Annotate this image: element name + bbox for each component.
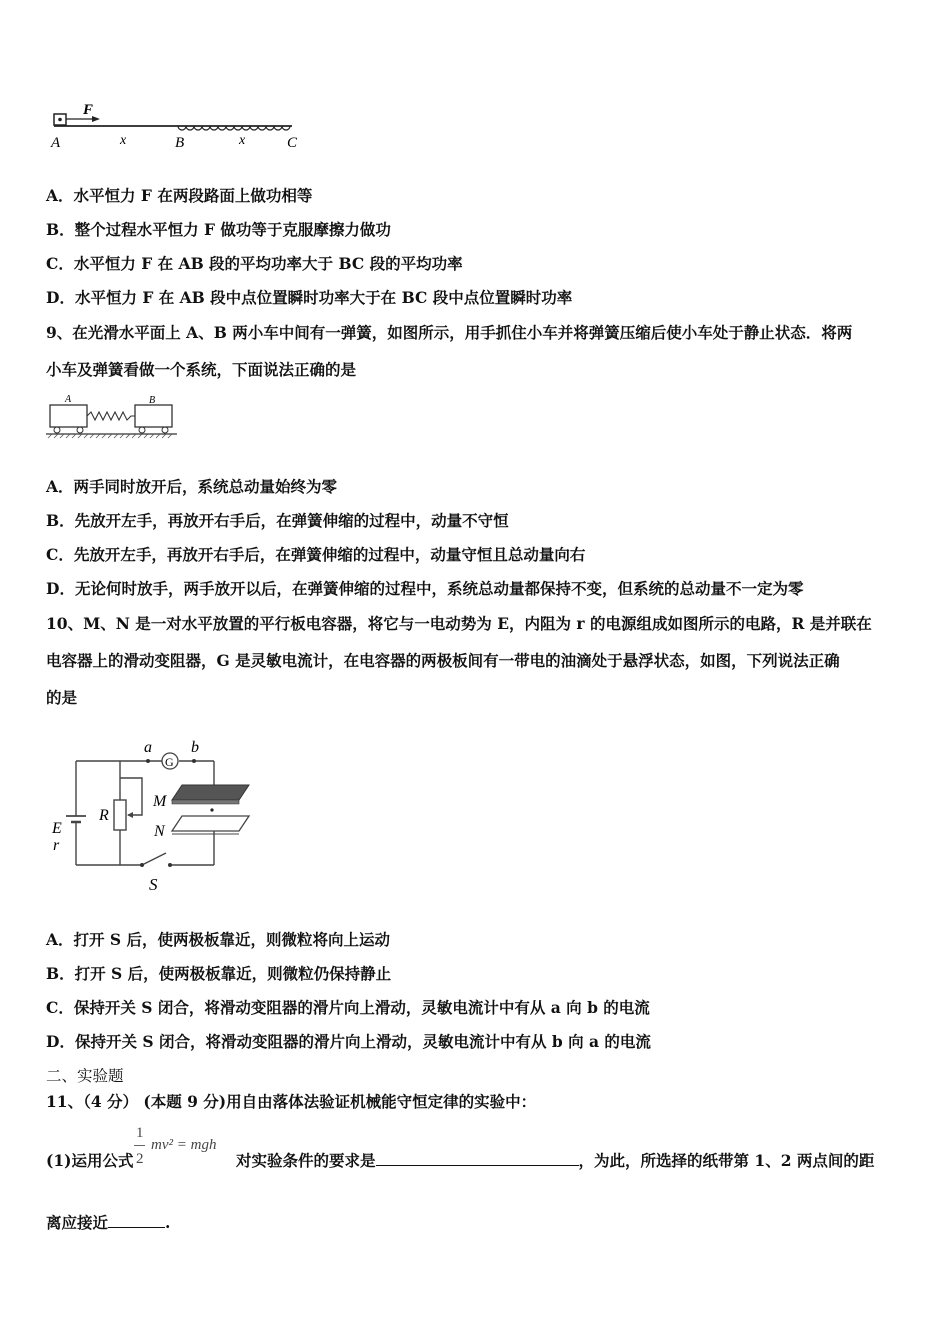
q10-stem-line2: 电容器上的滑动变阻器，G 是灵敏电流计，在电容器的两极板间有一带电的油滴处于悬浮状态，如图，下列说法正确 xyxy=(46,651,840,670)
q10-stem-line3: 的是 xyxy=(46,688,78,707)
answer-blank-1[interactable] xyxy=(376,1151,579,1166)
plate-n xyxy=(172,816,249,831)
label-m: M xyxy=(153,793,167,810)
q9-option-a: A．两手同时放开后，系统总动量始终为零 xyxy=(46,477,338,496)
label-n: N xyxy=(154,823,165,840)
q9-stem-line1: 9、在光滑水平面上 A、B 两小车中间有一弹簧，如图所示，用手抓住小车并将弹簧压缩后使小车处于静止状态．将两 xyxy=(46,323,853,342)
section-heading: 二、实验题 xyxy=(46,1067,124,1085)
q9-option-d: D．无论何时放手，两手放开以后，在弹簧伸缩的过程中，系统总动量都保持不变，但系统的总动量不一定为零 xyxy=(46,579,804,598)
q11-part1-line2: 离应接近 . xyxy=(46,1213,171,1232)
plate-m xyxy=(172,785,249,800)
q8-option-c: C．水平恒力 F 在 AB 段的平均功率大于 BC 段的平均功率 xyxy=(46,254,463,273)
label-x2: x xyxy=(239,133,246,148)
label-x1: x xyxy=(120,133,127,148)
label-r-big: R xyxy=(99,807,109,824)
q9-stem-line2: 小车及弹簧看做一个系统，下面说法正确的是 xyxy=(46,360,357,379)
q11-part1-line1: 对实验条件的要求是 ，为此，所选择的纸带第 1、2 两点间的距 xyxy=(236,1151,875,1170)
rheostat xyxy=(114,800,126,830)
q8-option-b: B．整个过程水平恒力 F 做功等于克服摩擦力做功 xyxy=(46,220,391,239)
cart-b-label: B xyxy=(149,395,156,406)
q10-stem-line1: 10、M、N 是一对水平放置的平行板电容器，将它与一电动势为 E，内阻为 r 的电源组成如图所示的电路，R 是并联在 xyxy=(46,614,872,633)
q10-option-c: C．保持开关 S 闭合，将滑动变阻器的滑片向上滑动，灵敏电流计中有从 a 向 b 的电流 xyxy=(46,998,650,1017)
q10-option-b: B．打开 S 后，使两极板靠近，则微粒仍保持静止 xyxy=(46,964,392,983)
label-s: S xyxy=(149,875,158,894)
oil-drop xyxy=(210,808,213,811)
cart-a xyxy=(50,405,87,427)
q11-part1-prefix: (1)运用公式 xyxy=(46,1151,134,1170)
label-e: E xyxy=(52,820,62,837)
label-a: A xyxy=(51,135,61,151)
q8-option-d: D．水平恒力 F 在 AB 段中点位置瞬时功率大于在 BC 段中点位置瞬时功率 xyxy=(46,288,573,307)
label-r-small: r xyxy=(53,837,60,854)
q10-circuit-figure xyxy=(44,732,259,897)
q11-stem: 11、（4 分） (本题 9 分)用自由落体法验证机械能守恒定律的实验中： xyxy=(46,1092,537,1111)
q10-option-d: D．保持开关 S 闭合，将滑动变阻器的滑片向上滑动，灵敏电流计中有从 b 向 a 的电流 xyxy=(46,1032,651,1051)
q10-option-a: A．打开 S 后，使两极板靠近，则微粒将向上运动 xyxy=(46,930,391,949)
q9-option-b: B．先放开左手，再放开右手后，在弹簧伸缩的过程中，动量不守恒 xyxy=(46,511,509,530)
cart-a-label: A xyxy=(65,394,72,405)
label-b: b xyxy=(191,739,199,756)
q9-option-c: C．先放开左手，再放开右手后，在弹簧伸缩的过程中，动量守恒且总动量向右 xyxy=(46,545,586,564)
label-b: B xyxy=(175,135,185,151)
answer-blank-2[interactable] xyxy=(108,1213,165,1228)
q8-option-a: A．水平恒力 F 在两段路面上做功相等 xyxy=(46,186,313,205)
label-g: G xyxy=(165,755,174,769)
label-c: C xyxy=(287,135,298,151)
spring xyxy=(87,412,135,420)
cart-b xyxy=(135,405,172,427)
q8-figure xyxy=(44,98,314,156)
label-f: F xyxy=(83,102,94,118)
label-a: a xyxy=(144,739,152,756)
q9-figure xyxy=(44,392,179,442)
